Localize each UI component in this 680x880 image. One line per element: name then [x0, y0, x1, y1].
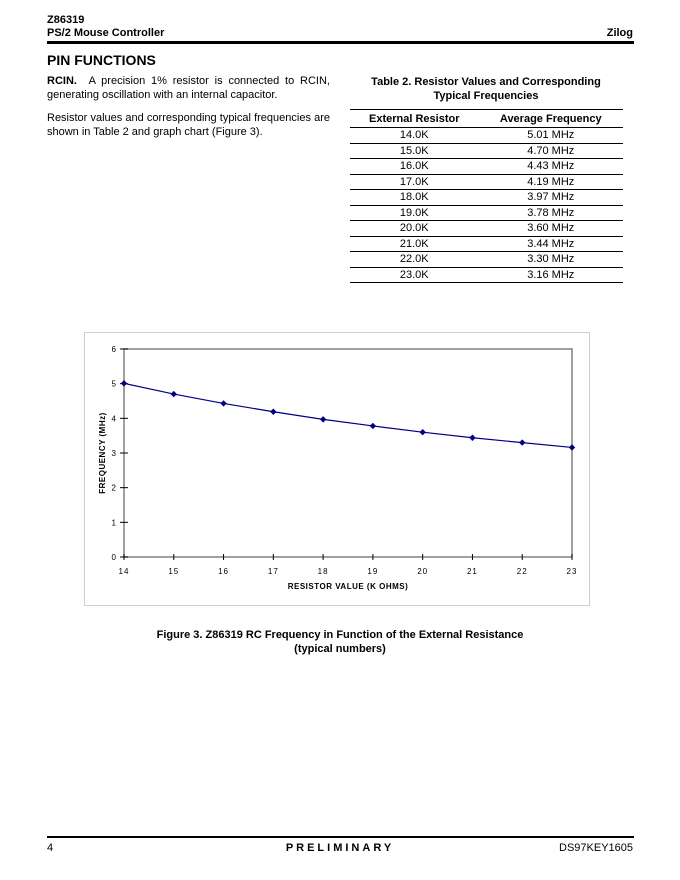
frequency-cell: 5.01 MHz	[479, 128, 623, 144]
table-row	[350, 205, 623, 221]
x-tick-label: 19	[367, 567, 379, 576]
frequency-cell: 4.43 MHz	[479, 159, 623, 175]
resistor-table	[350, 109, 623, 283]
table-header-row	[350, 110, 623, 128]
document-subtitle: PS/2 Mouse Controller	[47, 27, 165, 39]
resistor-cell: 22.0K	[350, 252, 479, 268]
data-point	[220, 400, 226, 406]
frequency-cell: 3.60 MHz	[479, 221, 623, 237]
x-tick-label: 21	[466, 567, 478, 576]
part-number: Z86319	[47, 14, 85, 26]
y-tick-label: 6	[111, 345, 116, 354]
data-point	[469, 435, 475, 441]
x-tick-label: 16	[218, 567, 230, 576]
data-point	[121, 380, 127, 386]
data-point	[569, 444, 575, 450]
data-point	[171, 391, 177, 397]
table-row	[350, 252, 623, 268]
rcin-label: RCIN.	[47, 75, 77, 87]
frequency-cell: 3.16 MHz	[479, 267, 623, 283]
resistor-cell: 19.0K	[350, 205, 479, 221]
y-axis-label: FREQUENCY (MHz)	[98, 412, 107, 494]
y-tick-label: 0	[111, 553, 116, 562]
data-point	[270, 409, 276, 415]
table-caption-line2: Typical Frequencies	[433, 90, 539, 102]
y-tick-label: 2	[111, 483, 116, 493]
x-tick-label: 18	[317, 567, 329, 576]
table-row	[350, 159, 623, 175]
x-tick-label: 20	[417, 567, 429, 576]
y-tick-label: 3	[111, 449, 116, 458]
x-tick-label: 22	[516, 567, 528, 576]
frequency-cell: 3.44 MHz	[479, 236, 623, 252]
section-title: PIN FUNCTIONS	[47, 52, 156, 68]
frequency-cell: 4.70 MHz	[479, 143, 623, 159]
preliminary-label: PRELIMINARY	[285, 842, 395, 854]
figure-caption-line1: Figure 3. Z86319 RC Frequency in Function of the External Resistance	[156, 629, 524, 641]
data-point	[419, 429, 425, 435]
company-name: Zilog	[606, 27, 633, 39]
x-tick-label: 23	[566, 567, 578, 576]
series-line	[124, 383, 572, 447]
resistor-cell: 15.0K	[350, 143, 479, 159]
frequency-cell: 3.97 MHz	[479, 190, 623, 206]
y-tick-label: 5	[111, 379, 116, 389]
resistor-cell: 17.0K	[350, 174, 479, 190]
table-row	[350, 267, 623, 283]
table-caption	[350, 75, 622, 103]
values-paragraph: Resistor values and corresponding typical frequencies are shown in Table 2 and graph chart (Figure 3).	[47, 112, 330, 138]
data-point	[320, 416, 326, 422]
table-row	[350, 190, 623, 206]
resistor-cell: 20.0K	[350, 221, 479, 237]
resistor-cell: 23.0K	[350, 267, 479, 283]
header-external-resistor: External Resistor	[350, 110, 479, 128]
x-tick-label: 14	[118, 567, 130, 576]
frequency-chart	[85, 333, 589, 605]
table-row	[350, 221, 623, 237]
header-rule	[47, 41, 634, 44]
table-caption-line1: Table 2. Resistor Values and Corresponding	[371, 76, 601, 88]
table-row	[350, 128, 623, 144]
figure-caption-line2: (typical numbers)	[294, 643, 386, 655]
data-point	[519, 439, 525, 445]
figure-caption	[100, 628, 580, 656]
x-tick-label: 15	[168, 567, 180, 576]
table-row	[350, 174, 623, 190]
footer-rule	[47, 836, 634, 838]
frequency-cell: 4.19 MHz	[479, 174, 623, 190]
x-tick-label: 17	[267, 567, 279, 576]
frequency-cell: 3.30 MHz	[479, 252, 623, 268]
table-row	[350, 236, 623, 252]
rcin-text: A precision 1% resistor is connected to RCIN, generating oscillation with an internal capacitor.	[47, 75, 330, 101]
plot-area	[124, 349, 572, 557]
data-point	[370, 423, 376, 429]
document-header	[47, 14, 164, 40]
frequency-chart-frame	[84, 332, 590, 606]
table-row	[350, 143, 623, 159]
resistor-cell: 16.0K	[350, 159, 479, 175]
resistor-cell: 21.0K	[350, 236, 479, 252]
header-average-frequency: Average Frequency	[479, 110, 623, 128]
page-number: 4	[47, 842, 54, 854]
frequency-cell: 3.78 MHz	[479, 205, 623, 221]
y-tick-label: 4	[111, 414, 116, 424]
document-id: DS97KEY1605	[559, 842, 633, 854]
resistor-cell: 14.0K	[350, 128, 479, 144]
y-tick-label: 1	[111, 518, 116, 528]
resistor-cell: 18.0K	[350, 190, 479, 206]
rcin-paragraph	[47, 74, 330, 102]
x-axis-label: RESISTOR VALUE (K OHMS)	[287, 582, 409, 591]
